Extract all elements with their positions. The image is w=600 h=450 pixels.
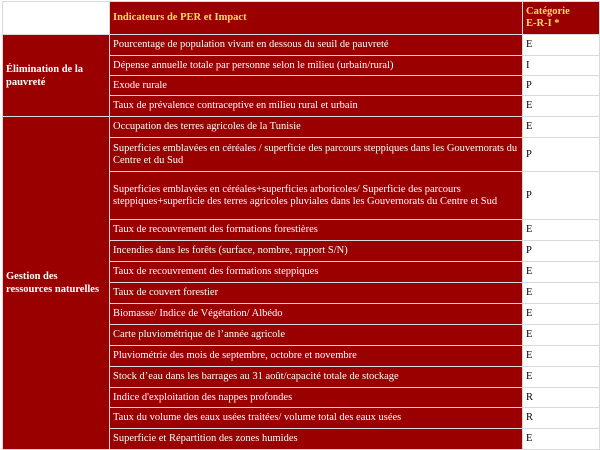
indicator-cell: Taux de prévalence contraceptive en milieu rural et urbain — [110, 96, 523, 117]
category-header-line1: Catégorie — [526, 6, 570, 17]
category-cell: E — [523, 35, 600, 56]
category-cell: E — [523, 117, 600, 138]
indicator-cell: Superficie et Répartition des zones humides — [110, 429, 523, 450]
category-header-line2: E-R-I * — [526, 18, 560, 29]
category-cell: P — [523, 241, 600, 262]
indicator-cell: Pluviométrie des mois de septembre, octobre et novembre — [110, 346, 523, 367]
category-cell: E — [523, 304, 600, 325]
indicator-cell: Taux de recouvrement des formations forestières — [110, 220, 523, 241]
table-row — [3, 35, 600, 56]
group-label-natural-resources: Gestion des ressources naturelles — [3, 117, 110, 450]
category-cell: P — [523, 138, 600, 172]
category-cell: E — [523, 262, 600, 283]
category-cell: E — [523, 429, 600, 450]
header-blank-cell — [3, 2, 110, 35]
indicator-cell: Stock d’eau dans les barrages au 31 août/capacité totale de stockage — [110, 367, 523, 388]
indicator-table — [2, 1, 600, 450]
indicator-cell: Exode rurale — [110, 76, 523, 96]
indicator-cell: Carte pluviométrique de l’année agricole — [110, 325, 523, 346]
indicator-cell: Dépense annuelle totale par personne selon le milieu (urbain/rural) — [110, 56, 523, 76]
category-cell: R — [523, 408, 600, 429]
group-label-poverty: Élimination de la pauvreté — [3, 35, 110, 117]
indicator-cell: Indice d'exploitation des nappes profondes — [110, 388, 523, 408]
category-cell: I — [523, 56, 600, 76]
indicator-cell: Taux du volume des eaux usées traitées/ volume total des eaux usées — [110, 408, 523, 429]
indicator-cell: Taux de recouvrement des formations steppiques — [110, 262, 523, 283]
indicator-cell: Superficies emblavées en céréales / superficie des parcours steppiques dans les Gouvernorats du Centre et du Sud — [110, 138, 523, 172]
indicator-cell: Occupation des terres agricoles de la Tunisie — [110, 117, 523, 138]
category-cell: E — [523, 325, 600, 346]
category-cell: P — [523, 172, 600, 220]
table-row — [3, 117, 600, 138]
category-cell: R — [523, 388, 600, 408]
category-header — [523, 2, 600, 35]
category-cell: E — [523, 367, 600, 388]
category-cell: P — [523, 76, 600, 96]
category-cell: E — [523, 96, 600, 117]
indicator-cell: Biomasse/ Indice de Végétation/ Albédo — [110, 304, 523, 325]
indicator-cell: Incendies dans les forêts (surface, nombre, rapport S/N) — [110, 241, 523, 262]
category-cell: E — [523, 220, 600, 241]
indicator-cell: Pourcentage de population vivant en dessous du seuil de pauvreté — [110, 35, 523, 56]
category-cell: E — [523, 283, 600, 304]
indicator-cell: Superficies emblavées en céréales+superficies arboricoles/ Superficie des parcours steppiques+superficie des terres agricoles pluviales dans les Gouvernorats du Centre et Sud — [110, 172, 523, 220]
category-cell: E — [523, 346, 600, 367]
indicator-cell: Taux de couvert forestier — [110, 283, 523, 304]
indicators-header: Indicateurs de PER et Impact — [110, 2, 523, 35]
header-row — [3, 2, 600, 35]
